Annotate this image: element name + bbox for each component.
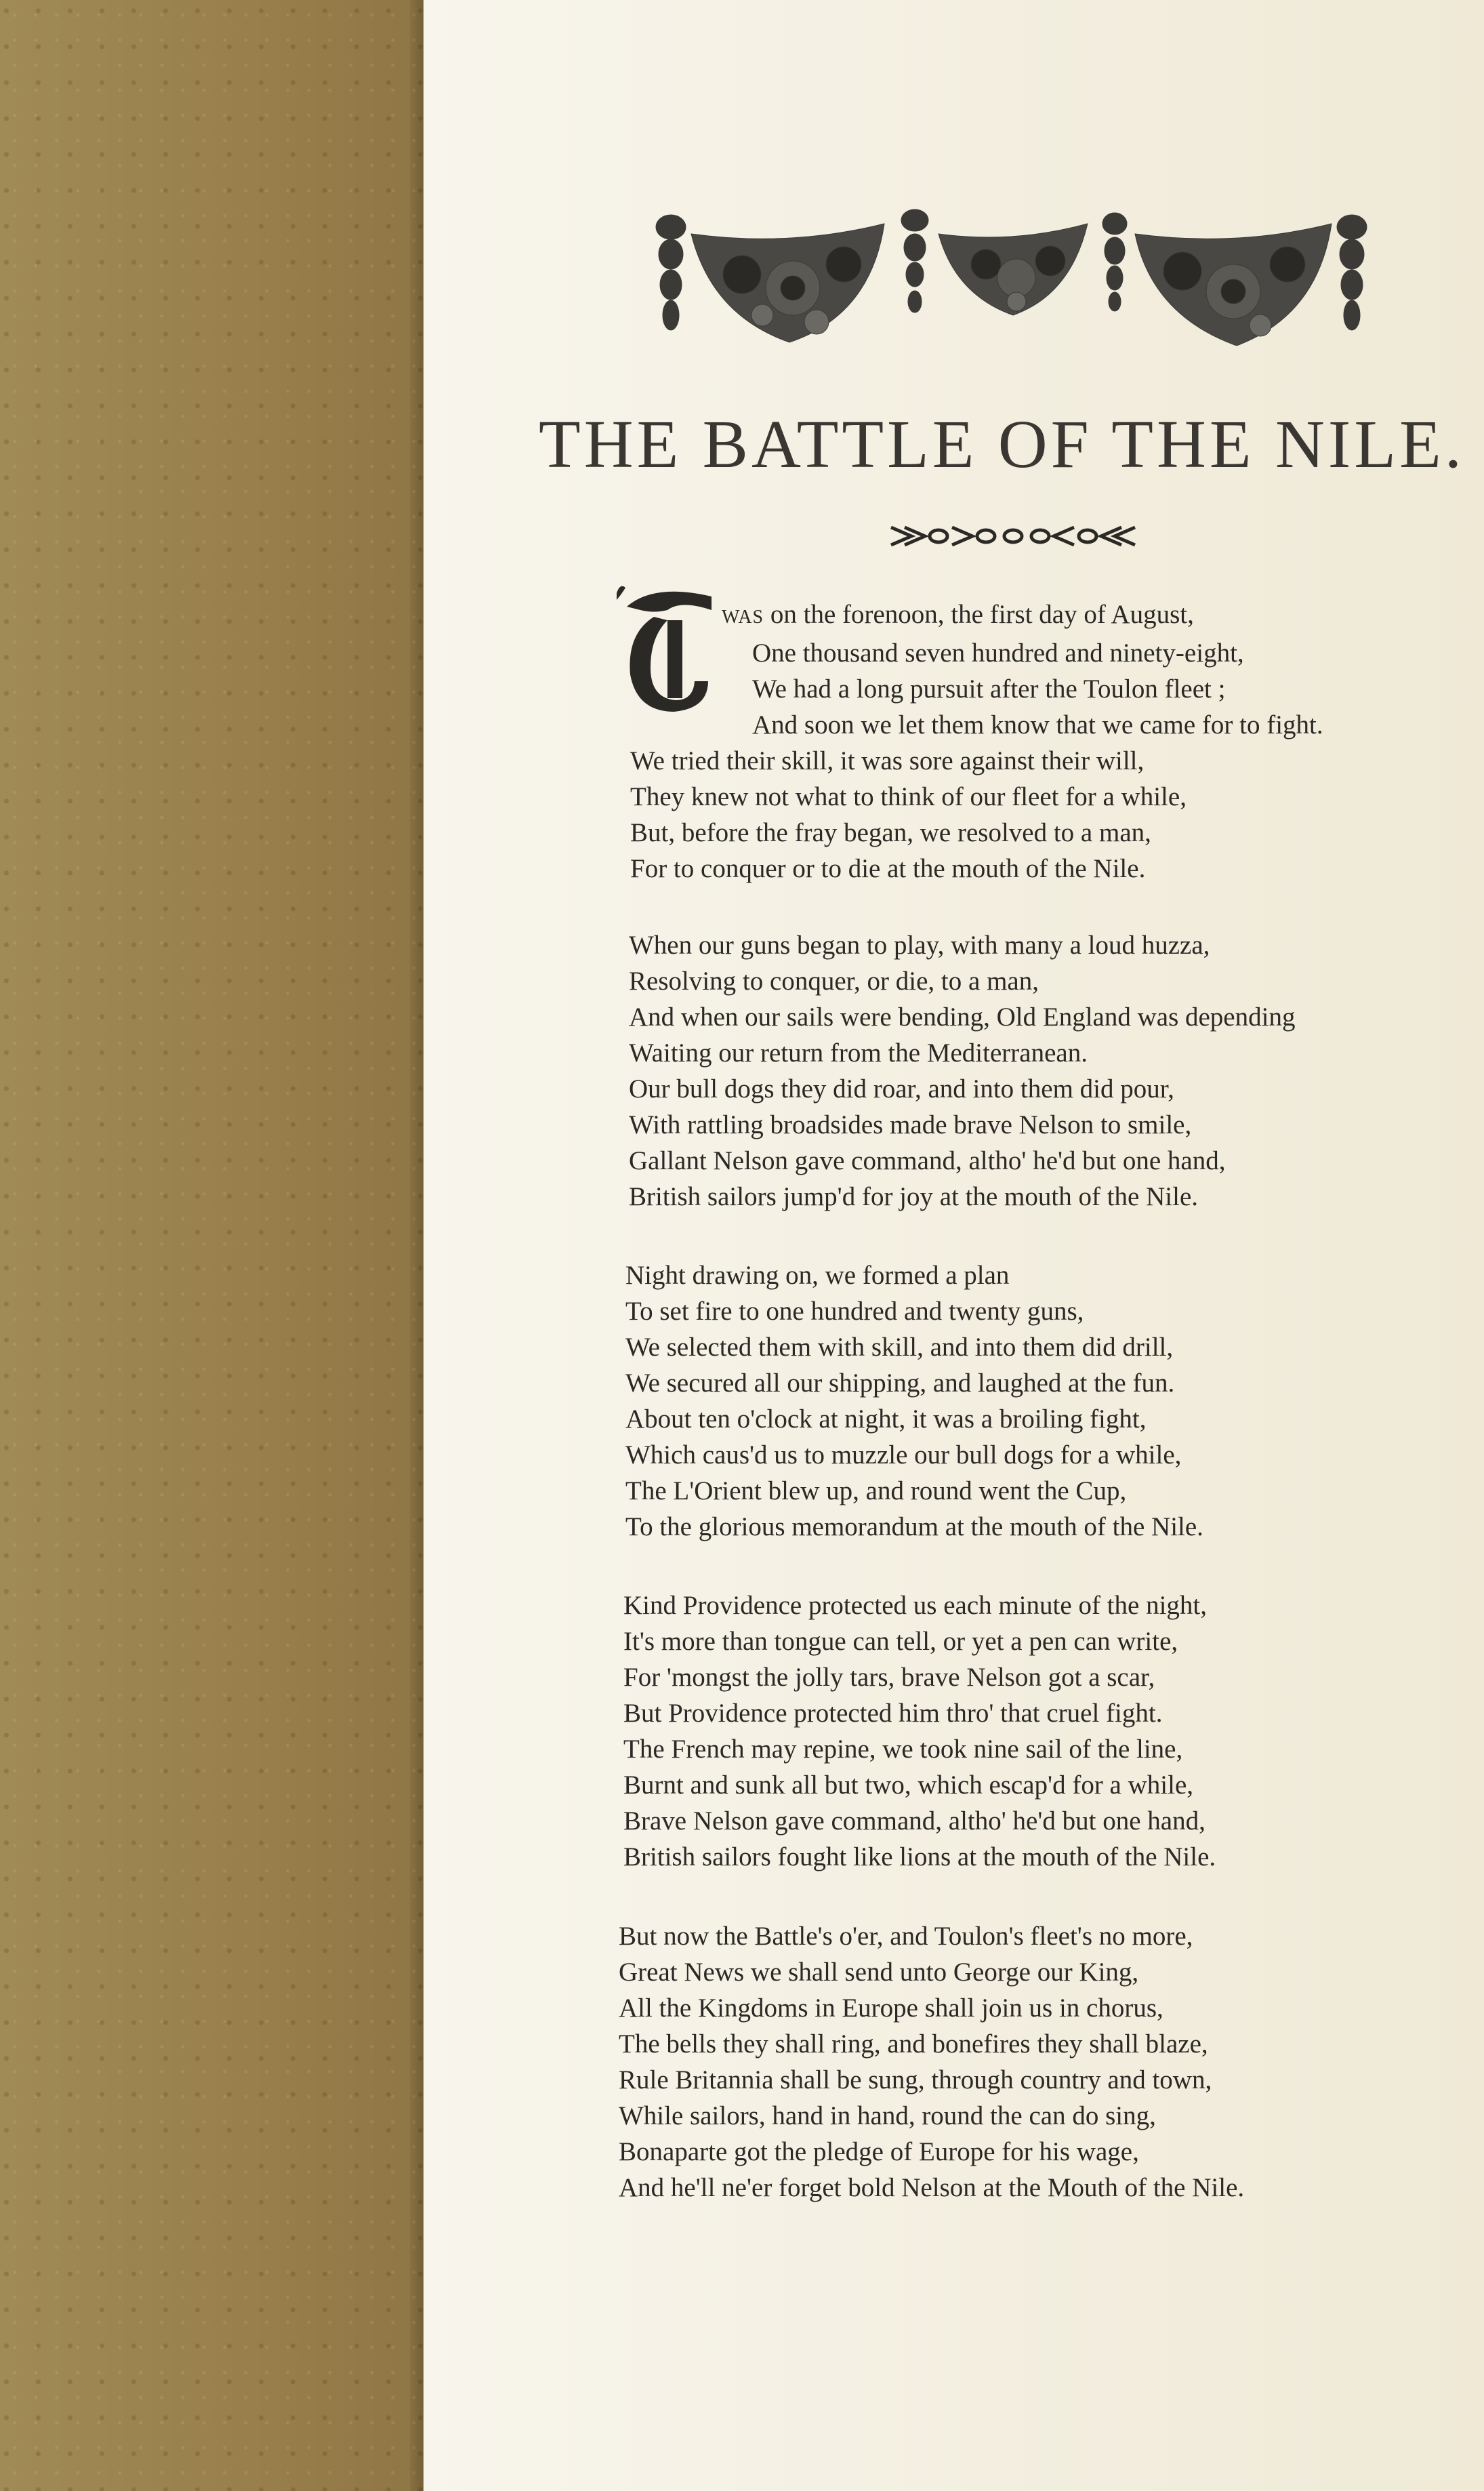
poem-line: Great News we shall send unto George our King, (619, 1958, 1139, 1987)
dropcap-word-rest: WAS (722, 607, 764, 628)
poem-line: The French may repine, we took nine sail of the line, (623, 1735, 1183, 1764)
poem-line: British sailors fought like lions at the mouth of the Nile. (623, 1842, 1216, 1871)
poem-line: Rule Britannia shall be sung, through country and town, (619, 2065, 1212, 2094)
poem-line: We tried their skill, it was sore against their will, (630, 746, 1145, 775)
pendant-ornament-left (656, 215, 686, 330)
poem-line: All the Kingdoms in Europe shall join us in chorus, (619, 1993, 1163, 2023)
poem-line: Which caus'd us to muzzle our bull dogs for a while, (625, 1440, 1182, 1470)
poem-line: British sailors jump'd for joy at the mouth of the Nile. (629, 1182, 1199, 1211)
cardboard-backing (0, 0, 424, 2491)
poem-line: For to conquer or to die at the mouth of the Nile. (630, 854, 1146, 883)
poem-line: Bonaparte got the pledge of Europe for his wage, (619, 2137, 1139, 2166)
poem-line: To set fire to one hundred and twenty guns, (625, 1297, 1084, 1326)
poem-line: We selected them with skill, and into them did drill, (625, 1333, 1174, 1362)
poem-line: To the glorious memorandum at the mouth of the Nile. (625, 1512, 1203, 1541)
stanza-1 (630, 596, 1323, 887)
poem-line: The L'Orient blew up, and round went the Cup, (625, 1476, 1127, 1505)
poem-line: Kind Providence protected us each minute of the night, (623, 1591, 1208, 1620)
poem-line: Gallant Nelson gave command, altho' he'd but one hand, (629, 1146, 1226, 1175)
poem-line: For 'mongst the jolly tars, brave Nelson got a scar, (623, 1663, 1155, 1692)
poem-line: But now the Battle's o'er, and Toulon's fleet's no more, (619, 1922, 1193, 1951)
poem-line: But Providence protected him thro' that cruel fight. (623, 1699, 1163, 1728)
poem-line: Burnt and sunk all but two, which escap'd for a while, (623, 1770, 1194, 1800)
poem-line: One thousand seven hundred and ninety-eight, (752, 639, 1244, 668)
stanza-4 (623, 1587, 1216, 1875)
title-divider-ornament (888, 522, 1138, 550)
poem-line: While sailors, hand in hand, round the can do sing, (619, 2101, 1156, 2130)
poem-line: With rattling broadsides made brave Nelson to smile, (629, 1110, 1192, 1139)
poem-line: It's more than tongue can tell, or yet a pen can write, (623, 1627, 1178, 1656)
pendant-ornament-center-right (1102, 213, 1127, 311)
swag-ornament-left (691, 224, 884, 342)
floral-garland-headpiece (647, 207, 1376, 346)
poem-line: Waiting our return from the Mediterranean. (629, 1038, 1088, 1068)
poem-line: And soon we let them know that we came for to fight. (752, 710, 1323, 740)
poem-line: Our bull dogs they did roar, and into them did pour, (629, 1074, 1174, 1103)
stanza-3 (625, 1257, 1203, 1545)
poem-line: We secured all our shipping, and laughed at the fun. (625, 1369, 1175, 1398)
poem-line: But, before the fray began, we resolved to a man, (630, 818, 1151, 847)
pendant-ornament-right (1337, 215, 1367, 330)
poem-line: WAS on the forenoon, the first day of August, (722, 600, 1194, 629)
stanza-2 (629, 927, 1295, 1215)
poem-line: And he'll ne'er forget bold Nelson at the Mouth of the Nile. (619, 2173, 1245, 2202)
poem-line: Night drawing on, we formed a plan (625, 1261, 1010, 1290)
poem-line: About ten o'clock at night, it was a broiling fight, (625, 1404, 1147, 1434)
poem-line: We had a long pursuit after the Toulon fleet ; (752, 674, 1226, 704)
pendant-ornament-center-left (901, 209, 928, 312)
poem-line: Resolving to conquer, or die, to a man, (629, 967, 1039, 996)
poem-line: The bells they shall ring, and bonefires they shall blaze, (619, 2029, 1208, 2059)
swag-ornament-center (939, 224, 1088, 315)
poem-line: They knew not what to think of our fleet for a while, (630, 782, 1187, 811)
poem-line: And when our sails were bending, Old England was depending (629, 1003, 1296, 1032)
page-title: THE BATTLE OF THE NILE. (539, 406, 1466, 482)
poem-line: Brave Nelson gave command, altho' he'd but one hand, (623, 1806, 1205, 1836)
stanza-5 (619, 1918, 1244, 2206)
poem-line: When our guns began to play, with many a loud huzza, (629, 931, 1210, 960)
swag-ornament-right (1135, 224, 1332, 346)
